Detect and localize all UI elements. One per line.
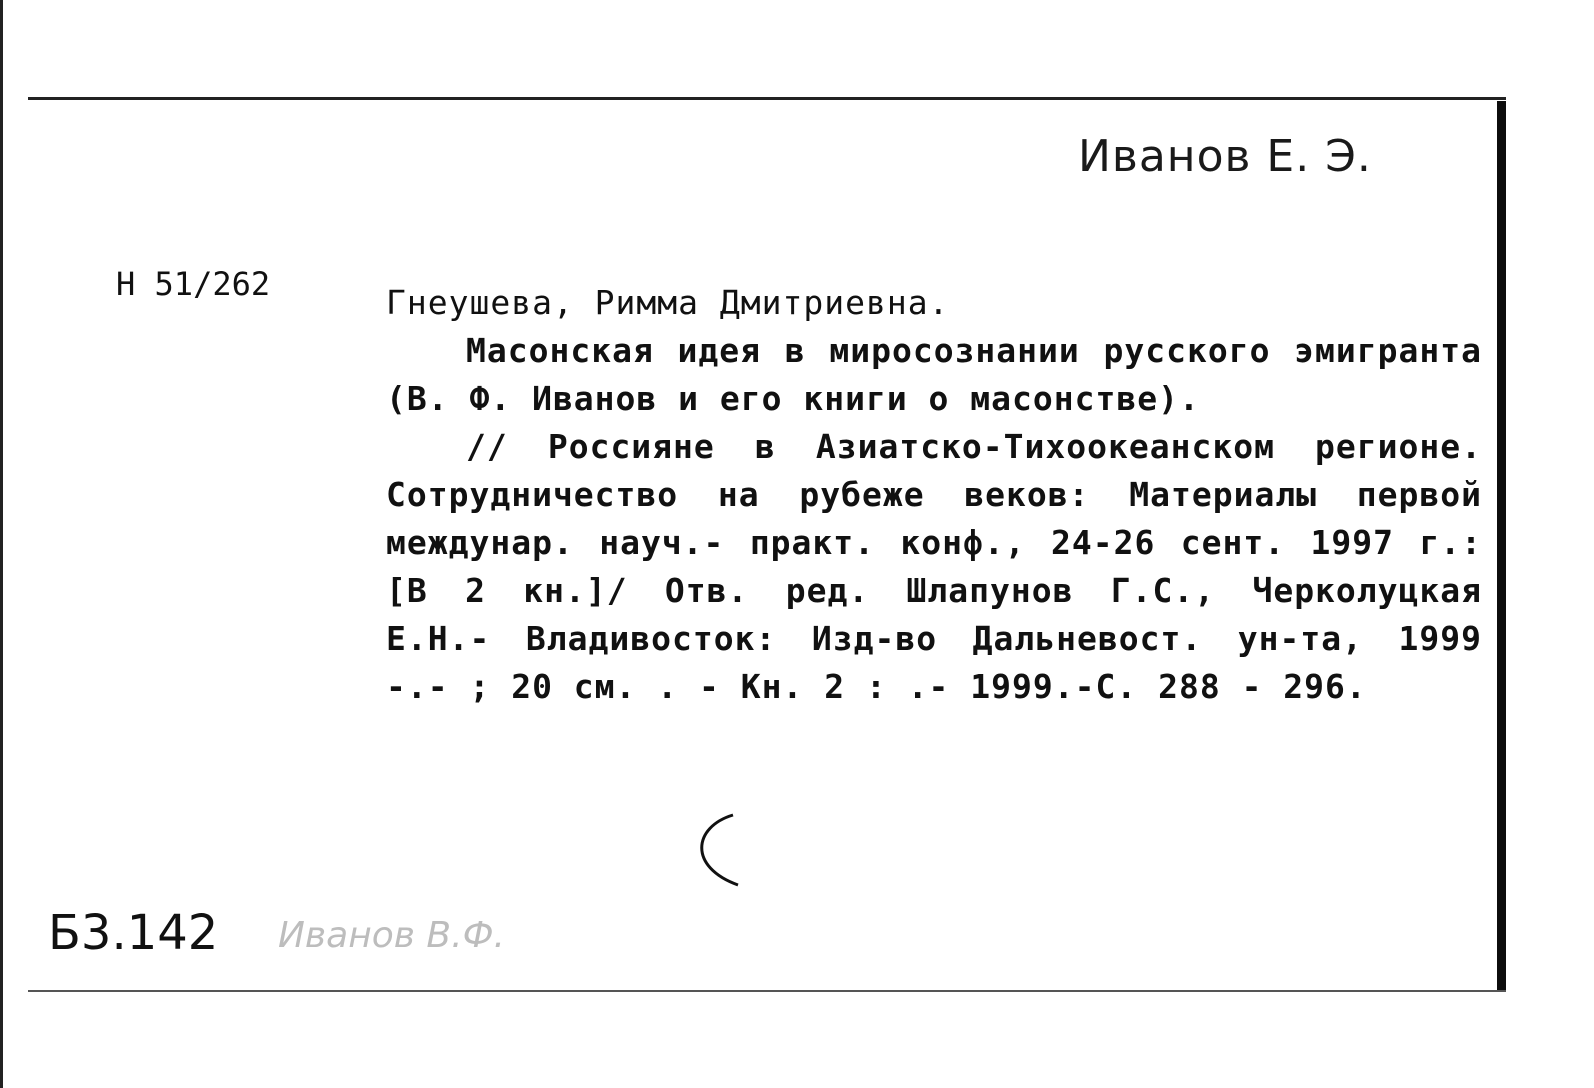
card-left-edge: [0, 0, 3, 1088]
shelfmark: Б3.142: [48, 905, 219, 961]
shelfmark-note: Иванов В.Ф.: [278, 915, 506, 956]
card-right-border: [1497, 101, 1506, 991]
subject-heading: Иванов Е. Э.: [1078, 131, 1372, 182]
call-number: Н 51/262: [116, 265, 271, 303]
source-statement: // Россияне в Азиатско-Тихоокеанском регионе. Сотрудничество на рубеже веков: Материалы первой междунар. науч.- практ. конф., 24-26 сент. 1997 г.: [В 2 кн.]/ Отв. ред. Шлапунов Г.С., Черколуцкая Е.Н.- Владивосток: Изд-во Дальневост. ун-та, 1999 -.- ; 20 см. . - Кн. 2 : .- 1999.-С. 288 - 296.: [386, 427, 1482, 706]
handwritten-bracket-mark: [678, 807, 798, 887]
bibliographic-description: [386, 279, 1482, 711]
card-top-border: [28, 97, 1506, 100]
author-heading: Гнеушева, Римма Дмитриевна.: [386, 283, 950, 322]
catalog-card: [28, 97, 1506, 992]
title-statement: Масонская идея в миросознании русского эмигранта (В. Ф. Иванов и его книги о масонстве).: [386, 331, 1482, 418]
card-bottom-border: [28, 990, 1506, 992]
